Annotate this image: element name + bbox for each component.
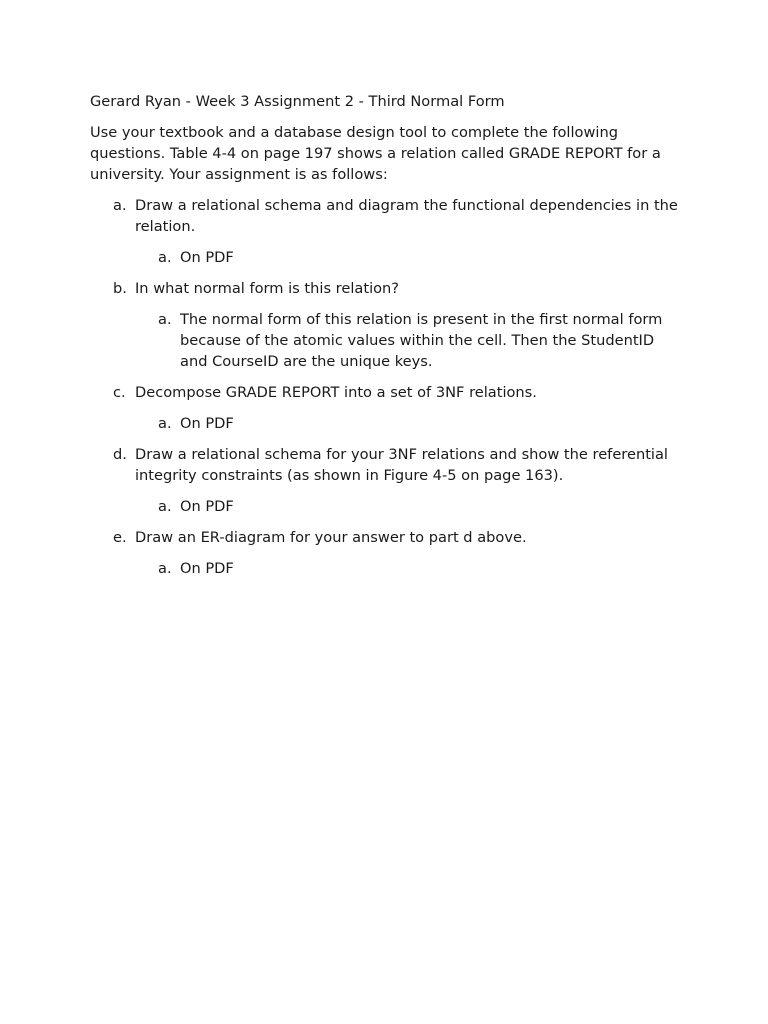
answer-marker: a. (158, 311, 172, 328)
answer-text: On PDF (180, 560, 234, 577)
question-marker: b. (113, 280, 127, 297)
intro-paragraph: Use your textbook and a database design tool to complete the following questions. Table 4-4 on page 197 shows a relation called GRADE REPORT for a university. Your assignment is as follows: (90, 124, 661, 183)
answer-text: On PDF (180, 498, 234, 515)
answer-marker: a. (158, 498, 172, 515)
answer-item (90, 496, 680, 517)
question-item (90, 195, 680, 237)
question-marker: e. (113, 529, 127, 546)
question-item (90, 382, 680, 403)
question-item (90, 278, 680, 299)
question-text: Draw a relational schema for your 3NF relations and show the referential integrity constraints (as shown in Figure 4-5 on page 163). (135, 446, 668, 484)
answer-item (90, 558, 680, 579)
answer-item (90, 309, 680, 372)
question-item (90, 527, 680, 548)
question-marker: a. (113, 197, 127, 214)
document-title: Gerard Ryan - Week 3 Assignment 2 - Third Normal Form (90, 93, 505, 110)
question-text: Draw a relational schema and diagram the functional dependencies in the relation. (135, 197, 678, 235)
question-text: Decompose GRADE REPORT into a set of 3NF relations. (135, 384, 537, 401)
answer-item (90, 413, 680, 434)
answer-item (90, 247, 680, 268)
question-marker: c. (113, 384, 126, 401)
question-marker: d. (113, 446, 127, 463)
answer-marker: a. (158, 415, 172, 432)
answer-marker: a. (158, 249, 172, 266)
answer-text: The normal form of this relation is present in the first normal form because of the atomic values within the cell. Then the StudentID and CourseID are the unique keys. (180, 311, 663, 370)
answer-text: On PDF (180, 249, 234, 266)
answer-text: On PDF (180, 415, 234, 432)
question-text: In what normal form is this relation? (135, 280, 400, 297)
question-text: Draw an ER-diagram for your answer to part d above. (135, 529, 527, 546)
question-item (90, 444, 680, 486)
answer-marker: a. (158, 560, 172, 577)
